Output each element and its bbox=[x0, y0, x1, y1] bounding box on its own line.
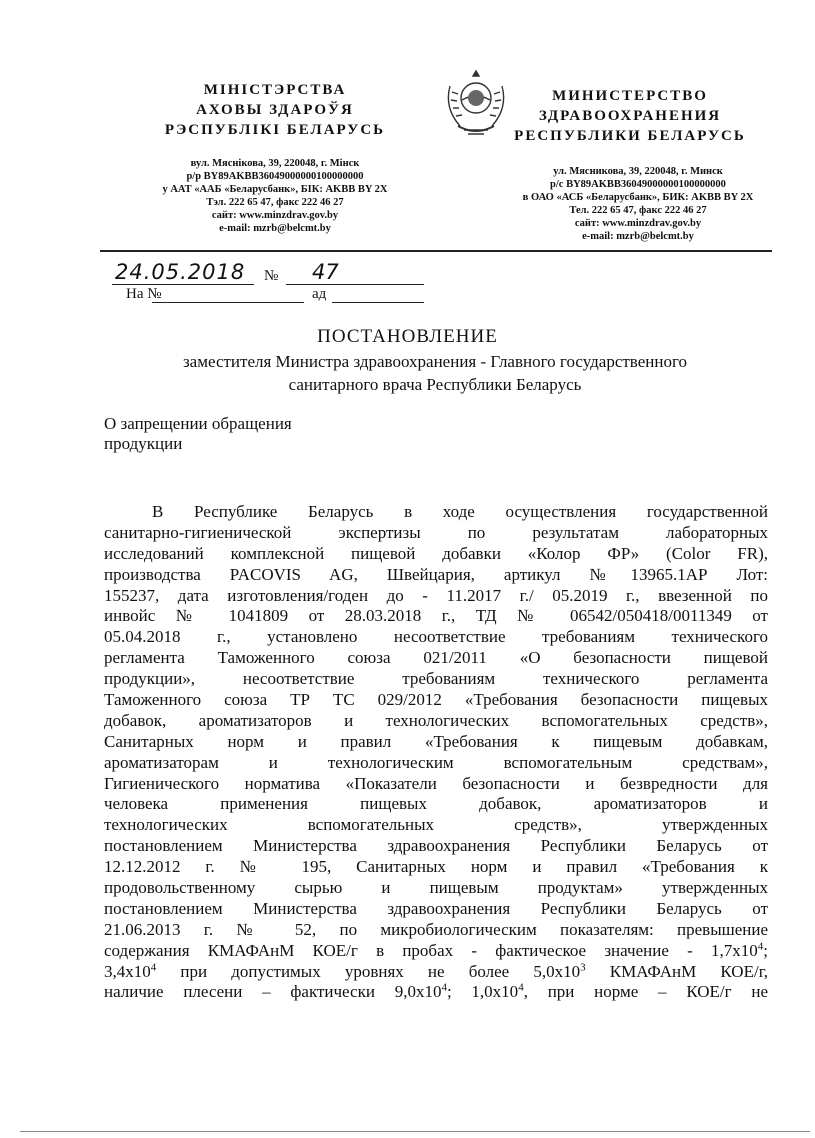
body-line: 05.04.2018 г., установлено несоответствие требованиям технического bbox=[104, 627, 768, 647]
exponent: 4 bbox=[150, 960, 157, 973]
ministry-title-ru-line: РЕСПУБЛИКИ БЕЛАРУСЬ bbox=[514, 128, 746, 144]
address-line: e-mail: mzrb@belcmt.by bbox=[582, 231, 694, 242]
ministry-title-by-line: АХОВЫ ЗДАРОЎЯ bbox=[196, 102, 354, 118]
subject-line: О запрещении обращения bbox=[104, 414, 292, 433]
reference-number-underline bbox=[152, 302, 304, 303]
exponent: 4 bbox=[757, 940, 764, 953]
body-line: ароматизаторам и технологическим вспомогательным средствам», bbox=[104, 752, 768, 772]
body-line: продукции», несоответствие требованиям технического регламента bbox=[104, 669, 768, 689]
header-divider bbox=[100, 250, 772, 252]
body-line: производства PACOVIS AG, Швейцария, артикул №13965.1АР Лот: bbox=[104, 564, 768, 584]
body-line: человека применения пищевых добавок, ароматизаторов и bbox=[104, 794, 768, 814]
ministry-address-ru bbox=[478, 165, 798, 243]
body-line: Таможенного союза ТР ТС 029/2012 «Требования безопасности пищевых bbox=[104, 690, 768, 710]
body-line: Гигиенического норматива «Показатели безопасности и безвредности для bbox=[104, 773, 768, 793]
body-paragraph bbox=[104, 502, 768, 1003]
page-bottom-edge bbox=[20, 1131, 810, 1132]
body-line: постановлением Министерства здравоохранения Республики Беларусь от bbox=[104, 836, 768, 856]
address-line: вул. Мяснікова, 39, 220048, г. Мінск bbox=[190, 158, 360, 169]
reference-date-label: ад bbox=[312, 286, 327, 302]
body-line: Санитарных норм и правил «Требования к пищевым добавкам, bbox=[104, 731, 768, 751]
ministry-title-ru-line: МИНИСТЕРСТВО bbox=[552, 88, 708, 104]
address-line: р/с BY89AKBB36049000000100000000 bbox=[550, 179, 726, 190]
ministry-title-by bbox=[140, 80, 410, 140]
ministry-title-by-line: МІНІСТЭРСТВА bbox=[203, 82, 347, 98]
address-line: ул. Мясникова, 39, 220048, г. Минск bbox=[553, 166, 723, 177]
body-line: санитарно-гигиенической экспертизы по результатам лабораторных bbox=[104, 522, 768, 542]
body-text-span: , при норме – КОЕ/г не bbox=[523, 982, 768, 1002]
ministry-address-by bbox=[115, 157, 435, 235]
address-line: Тэл. 222 65 47, факс 222 46 27 bbox=[206, 197, 344, 208]
ministry-title-by-line: РЭСПУБЛІКІ БЕЛАРУСЬ bbox=[164, 122, 386, 138]
body-line: исследований комплексной пищевой добавки «Колор ФР» (Color FR), bbox=[104, 543, 768, 563]
body-text-span: при допустимых уровнях не более 5,0х10 bbox=[156, 961, 581, 981]
reference-date-underline bbox=[332, 302, 424, 303]
body-line bbox=[104, 982, 768, 1003]
body-line: добавок, ароматизаторов и технологических вспомогательных средств», bbox=[104, 710, 768, 730]
body-line: постановлением Министерства здравоохранения Республики Беларусь от bbox=[104, 898, 768, 918]
document-issuer bbox=[100, 350, 770, 396]
issuer-line: заместителя Министра здравоохранения - Главного государственного bbox=[182, 352, 688, 371]
address-line: у ААТ «ААБ «Беларусбанк», БІК: AKBB BY 2X bbox=[162, 184, 388, 195]
exponent: 3 bbox=[580, 960, 586, 973]
document-type: ПОСТАНОВЛЕНИЕ bbox=[317, 326, 498, 347]
ministry-title-ru bbox=[495, 86, 765, 146]
body-line: продовольственному сырью и пищевым продуктам» утвержденных bbox=[104, 878, 768, 898]
registration-number-underline bbox=[286, 284, 424, 285]
address-line: сайт: www.minzdrav.gov.by bbox=[574, 218, 702, 229]
issuer-line: санитарного врача Республики Беларусь bbox=[288, 375, 582, 394]
subject-line: продукции bbox=[104, 434, 183, 453]
body-text-span: 3,4х10 bbox=[104, 961, 151, 981]
address-line: в ОАО «АСБ «Беларусбанк», БИК: AKBB BY 2X bbox=[522, 192, 754, 203]
registration-date-underline bbox=[112, 284, 254, 285]
exponent: 4 bbox=[518, 981, 524, 994]
body-line: технологических вспомогательных средств», утвержденных bbox=[104, 815, 768, 835]
address-line: р/р BY89AKBB36049000000100000000 bbox=[186, 171, 364, 182]
body-line: 155237, дата изготовления/годен до - 11.2017 г./ 05.2019 г., ввезенной по bbox=[104, 585, 768, 605]
address-line: Тел. 222 65 47, факс 222 46 27 bbox=[569, 205, 707, 216]
body-line: инвойс № 1041809 от 28.03.2018 г., ТД № 06542/050418/0011349 от bbox=[104, 606, 768, 626]
address-line: e-mail: mzrb@belcmt.by bbox=[219, 223, 331, 234]
registration-number-label: № bbox=[264, 268, 279, 284]
document-subject bbox=[104, 414, 292, 454]
body-line bbox=[104, 941, 768, 962]
body-text-span: ; bbox=[763, 940, 768, 960]
body-line: регламента Таможенного союза 021/2011 «О безопасности пищевой bbox=[104, 648, 768, 668]
address-line: сайт: www.minzdrav.gov.by bbox=[211, 210, 339, 221]
registration-date: 24.05.2018 bbox=[115, 260, 246, 284]
body-line: 21.06.2013 г. № 52, по микробиологическим показателям: превышение bbox=[104, 919, 768, 939]
body-text-span: наличие плесени – фактически 9,0х10 bbox=[104, 982, 442, 1002]
registration-number: 47 bbox=[312, 260, 339, 284]
body-line bbox=[104, 962, 768, 983]
body-line: 12.12.2012 г. № 195, Санитарных норм и правил «Требования к bbox=[104, 857, 768, 877]
body-text-span: КМАФАнМ КОЕ/г, bbox=[585, 961, 768, 981]
body-line: В Республике Беларусь в ходе осуществления государственной bbox=[152, 502, 768, 521]
reference-number-label: На № bbox=[126, 286, 162, 302]
body-text-span: ; 1,0х10 bbox=[446, 982, 519, 1002]
exponent: 4 bbox=[441, 981, 447, 994]
ministry-title-ru-line: ЗДРАВООХРАНЕНИЯ bbox=[538, 108, 722, 124]
body-text-span: содержания КМАФАнМ КОЕ/г в пробах - фактическое значение - 1,7х10 bbox=[104, 940, 758, 960]
